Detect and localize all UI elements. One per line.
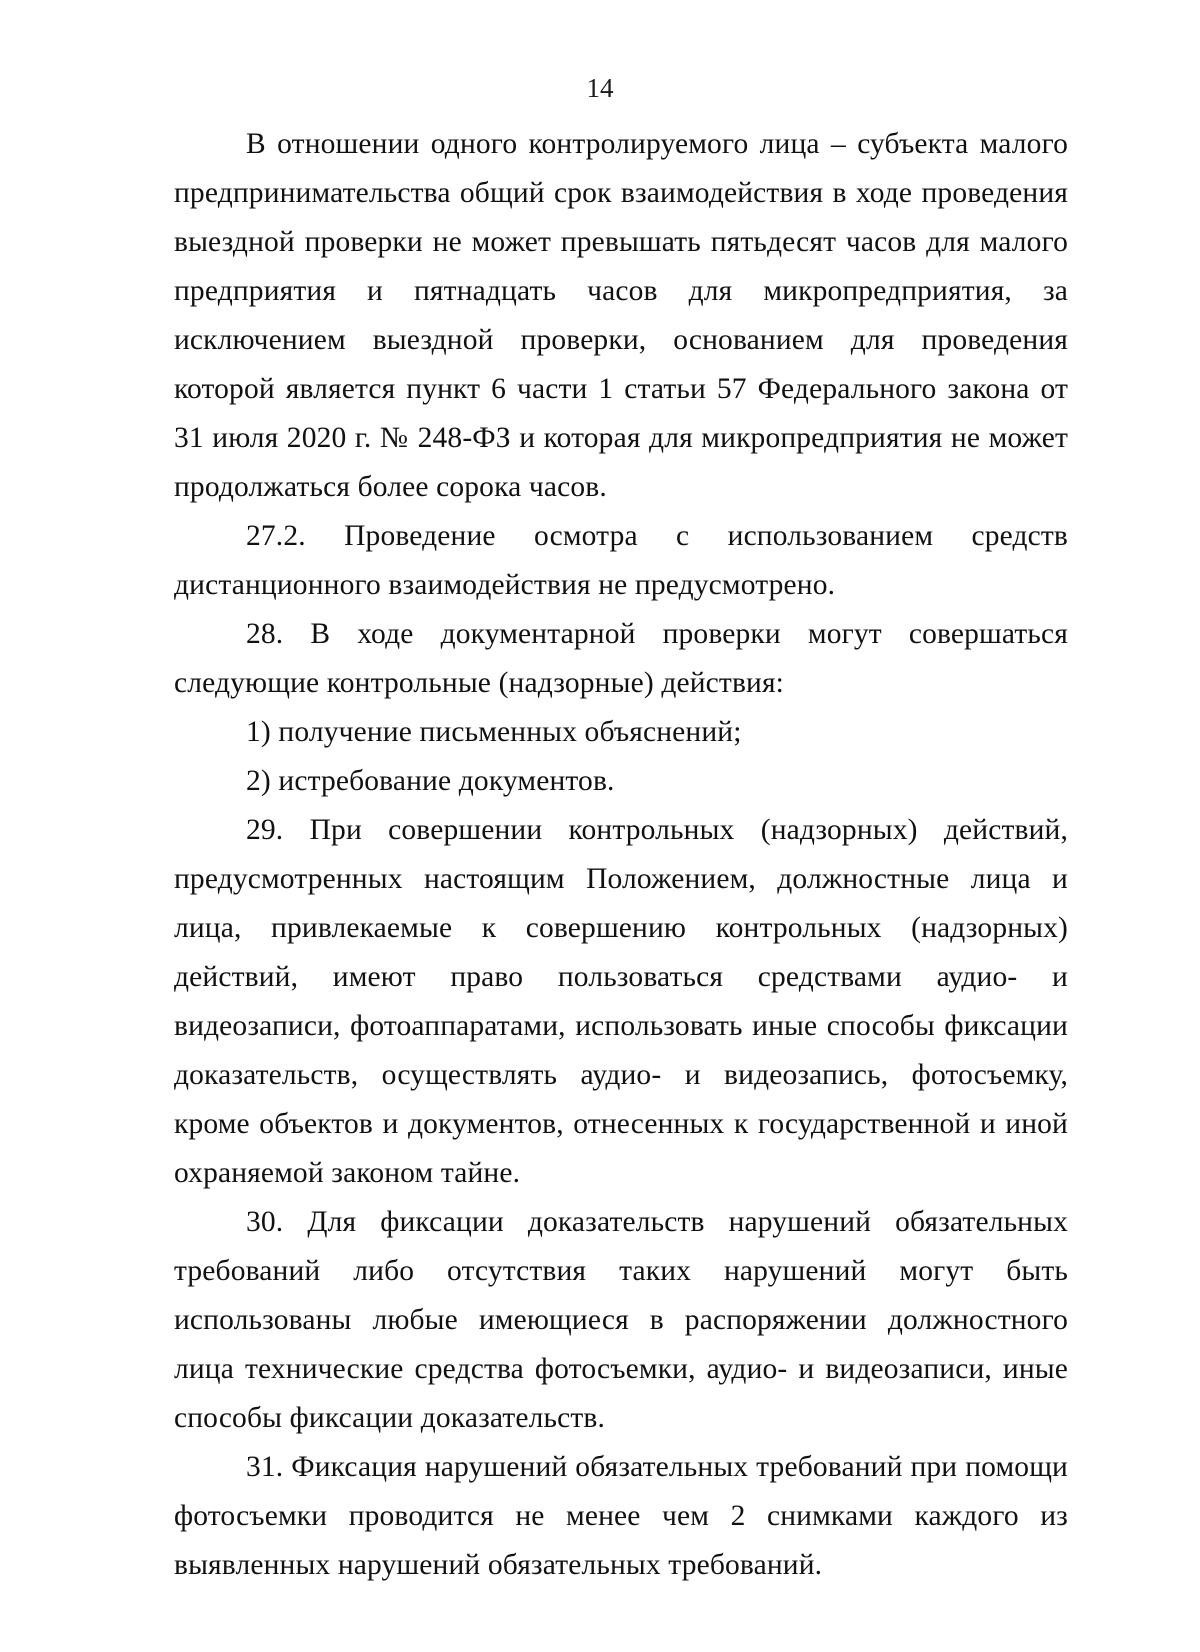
document-body (174, 120, 1068, 1590)
paragraph-29: 29. При совершении контрольных (надзорных) действий, предусмотренных настоящим Положением, должностные лица и лица, привлекаемые к совершению контрольных (надзорных) действий, имеют право пользоваться средствами аудио- и видеозаписи, фотоаппаратами, использовать иные способы фиксации доказательств, осуществлять аудио- и видеозапись, фотосъемку, кроме объектов и документов, отнесенных к государственной и иной охраняемой законом тайне. (174, 814, 1068, 1189)
paragraph-30: 30. Для фиксации доказательств нарушений обязательных требований либо отсутствия таких нарушений могут быть использованы любые имеющиеся в распоряжении должностного лица технические средства фотосъемки, аудио- и видеозаписи, иные способы фиксации доказательств. (174, 1206, 1068, 1434)
list-item-2: 2) истребование документов. (246, 765, 615, 797)
paragraph-27-2: 27.2. Проведение осмотра с использованием средств дистанционного взаимодействия не предусмотрено. (174, 520, 1068, 601)
list-item-1: 1) получение письменных объяснений; (246, 716, 742, 748)
page-number: 14 (586, 73, 614, 103)
paragraph-small-business-inspection-limit: В отношении одного контролируемого лица – субъекта малого предпринимательства общий срок взаимодействия в ходе проведения выездной проверки не может превышать пятьдесят часов для малого предприятия и пятнадцать часов для микропредприятия, за исключением выездной проверки, основанием для проведения которой является пункт 6 части 1 статьи 57 Федерального закона от 31 июля 2020 г. № 248-ФЗ и которая для микропредприятия не может продолжаться более сорока часов. (174, 128, 1068, 503)
paragraph-31: 31. Фиксация нарушений обязательных требований при помощи фотосъемки проводится не менее чем 2 снимками каждого из выявленных нарушений обязательных требований. (174, 1451, 1068, 1581)
paragraph-28: 28. В ходе документарной проверки могут совершаться следующие контрольные (надзорные) действия: (174, 618, 1068, 699)
